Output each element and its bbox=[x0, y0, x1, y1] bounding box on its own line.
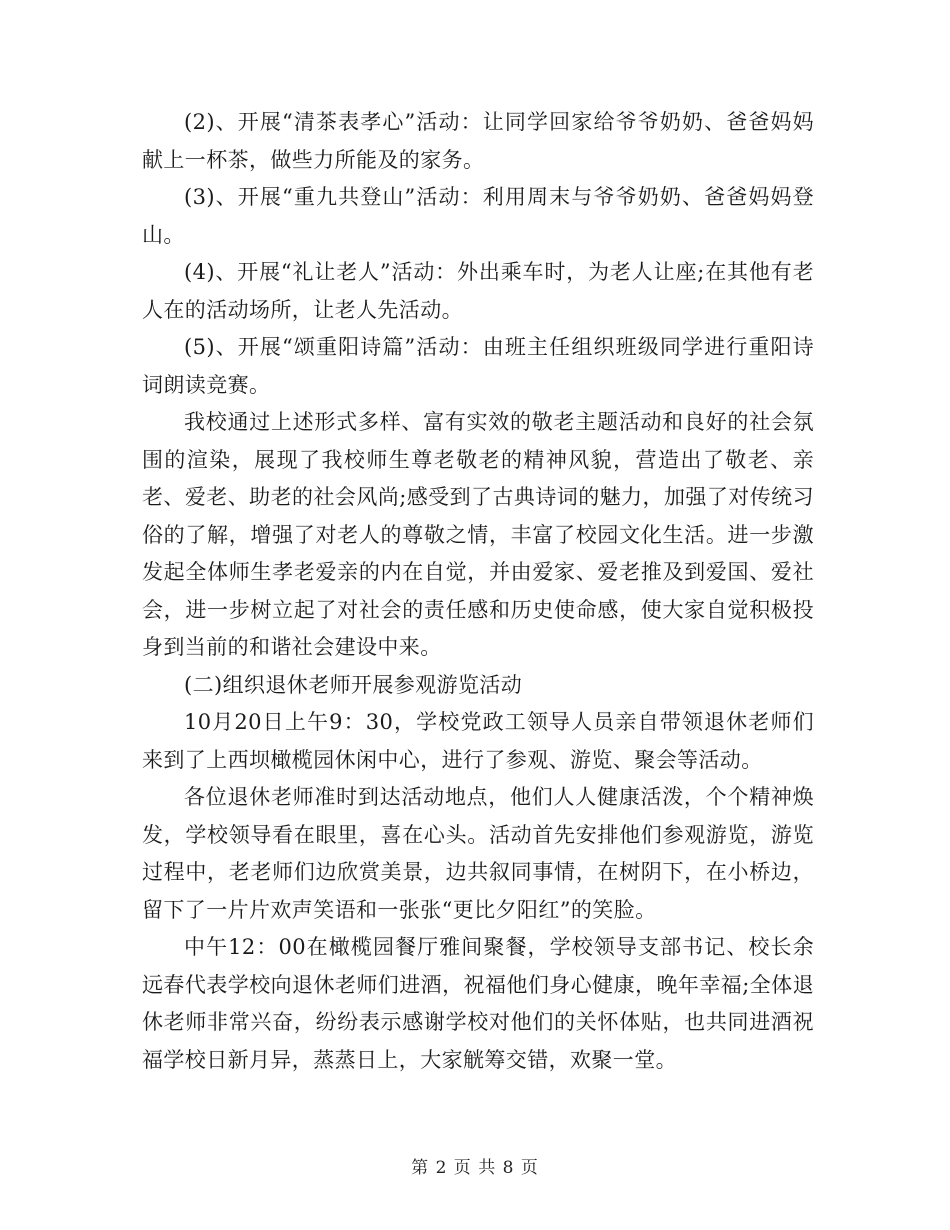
paragraph-lunch: 中午12：00在橄榄园餐厅雅间聚餐，学校领导支部书记、校长余远春代表学校向退休老师们进酒，祝福他们身心健康，晚年幸福;全体退休老师非常兴奋，纷纷表示感谢学校对他们的关怀体贴，也共同进酒祝福学校日新月异，蒸蒸日上，大家觥筹交错，欢聚一堂。 bbox=[142, 935, 814, 1072]
page-footer bbox=[0, 1153, 950, 1178]
section-heading-retired-teachers: (二)组织退休老师开展参观游览活动 bbox=[184, 672, 523, 697]
paragraph-activity-4: (4)、开展“礼让老人”活动：外出乘车时，为老人让座;在其他有老人在的活动场所，让老人先活动。 bbox=[142, 260, 814, 322]
document-body bbox=[142, 104, 814, 1079]
paragraph-activity-2: (2)、开展“清茶表孝心”活动：让同学回家给爷爷奶奶、爸爸妈妈献上一杯茶，做些力所能及的家务。 bbox=[142, 110, 814, 172]
page-number-label: 第 2 页 共 8 页 bbox=[411, 1158, 539, 1178]
paragraph-visit-date: 10月20日上午9：30，学校党政工领导人员亲自带领退休老师们来到了上西坝橄榄园休闲中心，进行了参观、游览、聚会等活动。 bbox=[142, 710, 814, 772]
paragraph-summary: 我校通过上述形式多样、富有实效的敬老主题活动和良好的社会氛围的渲染，展现了我校师生尊老敬老的精神风貌，营造出了敬老、亲老、爱老、助老的社会风尚;感受到了古典诗词的魅力，加强了对传统习俗的了解，增强了对老人的尊敬之情，丰富了校园文化生活。进一步激发起全体师生孝老爱亲的内在自觉，并由爱家、爱老推及到爱国、爱社会，进一步树立起了对社会的责任感和历史使命感，使大家自觉积极投身到当前的和谐社会建设中来。 bbox=[142, 410, 814, 659]
paragraph-activity-5: (5)、开展“颂重阳诗篇”活动：由班主任组织班级同学进行重阳诗词朗读竞赛。 bbox=[142, 335, 814, 397]
paragraph-visit-details: 各位退休老师准时到达活动地点，他们人人健康活泼，个个精神焕发，学校领导看在眼里，喜在心头。活动首先安排他们参观游览，游览过程中，老老师们边欣赏美景，边共叙同事情，在树阴下，在小桥边，留下了一片片欢声笑语和一张张“更比夕阳红”的笑脸。 bbox=[142, 785, 814, 922]
paragraph-activity-3: (3)、开展“重九共登山”活动：利用周末与爷爷奶奶、爸爸妈妈登山。 bbox=[142, 185, 814, 247]
